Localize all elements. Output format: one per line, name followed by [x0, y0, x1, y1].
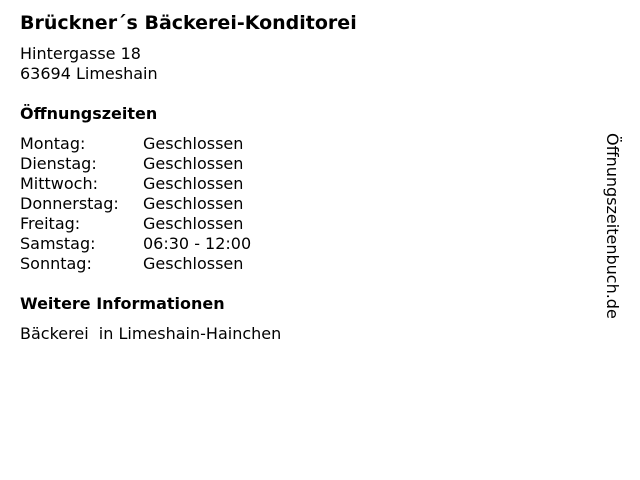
- hours-row-tuesday: [20, 154, 600, 174]
- info-text: Bäckerei in Limeshain-Hainchen: [20, 324, 282, 343]
- hours-day: Montag:: [20, 134, 86, 153]
- hours-day: Samstag:: [20, 234, 96, 253]
- hours-day: Mittwoch:: [20, 174, 98, 193]
- hours-table: [20, 134, 600, 274]
- hours-row-wednesday: [20, 174, 600, 194]
- hours-time: 06:30 - 12:00: [143, 234, 252, 253]
- hours-row-saturday: [20, 234, 600, 254]
- hours-row-monday: [20, 134, 600, 154]
- address-block: [20, 44, 600, 84]
- hours-time: Geschlossen: [143, 214, 244, 233]
- hours-heading: Öffnungszeiten: [20, 104, 158, 123]
- hours-day: Freitag:: [20, 214, 81, 233]
- hours-time: Geschlossen: [143, 174, 244, 193]
- address-street: Hintergasse 18: [20, 44, 141, 63]
- hours-day: Donnerstag:: [20, 194, 119, 213]
- hours-time: Geschlossen: [143, 134, 244, 153]
- hours-row-thursday: [20, 194, 600, 214]
- hours-time: Geschlossen: [143, 194, 244, 213]
- hours-row-sunday: [20, 254, 600, 274]
- hours-day: Sonntag:: [20, 254, 92, 273]
- hours-day: Dienstag:: [20, 154, 97, 173]
- hours-time: Geschlossen: [143, 154, 244, 173]
- business-card: [20, 10, 600, 344]
- hours-time: Geschlossen: [143, 254, 244, 273]
- hours-row-friday: [20, 214, 600, 234]
- address-city: 63694 Limeshain: [20, 64, 158, 83]
- business-name: Brückner´s Bäckerei-Konditorei: [20, 12, 357, 34]
- watermark-text: Öffnungszeitenbuch.de: [603, 133, 622, 319]
- info-heading: Weitere Informationen: [20, 294, 225, 313]
